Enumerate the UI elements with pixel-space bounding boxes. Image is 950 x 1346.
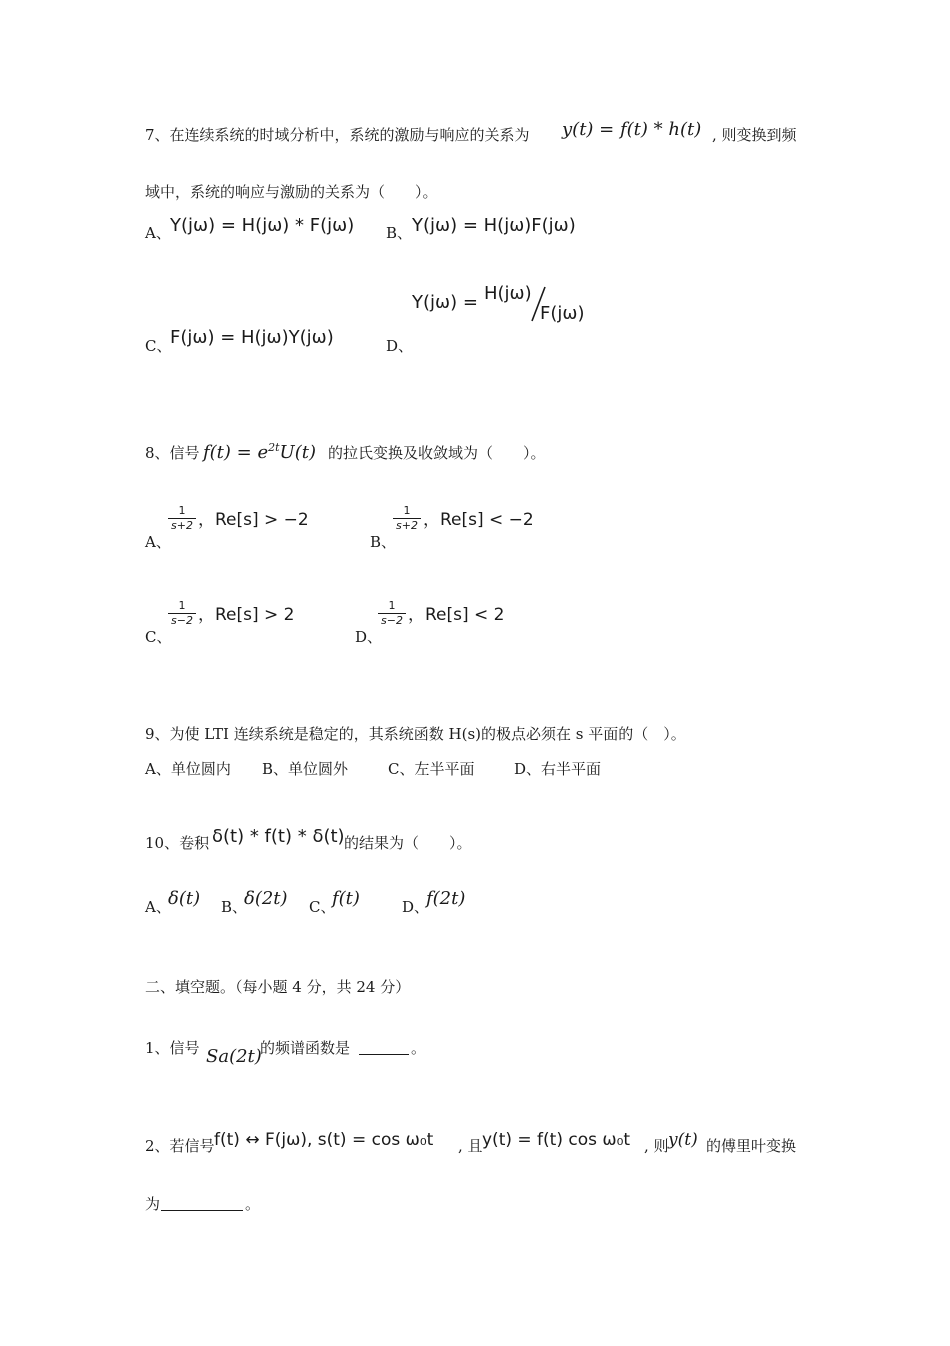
q7-option-c-eq: F(jω) = H(jω)Y(jω) <box>170 327 334 348</box>
q10-option-b-eq: δ(2t) <box>244 888 288 909</box>
f2-equation-2: y(t) = f(t) cos ω₀t <box>482 1130 631 1150</box>
q8-option-a-num: 1 <box>178 504 186 517</box>
q8-option-c-fraction <box>168 600 196 627</box>
q8-option-a-fraction <box>168 505 196 532</box>
f1-equation: Sa(2t) <box>206 1046 262 1067</box>
q9-option-b: B、单位圆外 <box>262 760 349 778</box>
q10-text: 10、卷积 <box>145 834 210 852</box>
q10-option-d-eq: f(2t) <box>426 888 466 909</box>
f2-answer-blank[interactable] <box>161 1196 243 1211</box>
q8-equation <box>203 437 316 464</box>
q8-option-a-cond: ，Re[s] > −2 <box>198 510 309 530</box>
section2-heading: 二、填空题。（每小题 4 分，共 24 分） <box>145 978 411 996</box>
q8-option-b-num: 1 <box>403 504 411 517</box>
f2-text-after: 的傅里叶变换 <box>706 1137 797 1155</box>
q10-option-b-label: B、 <box>221 898 248 916</box>
f2-text: 2、若信号 <box>145 1137 215 1155</box>
q8-option-c-label: C、 <box>145 628 172 646</box>
f2-equation-3: y(t) <box>668 1130 698 1150</box>
f2-mid: , 且 <box>458 1137 483 1155</box>
q8-option-a-label: A、 <box>145 533 171 551</box>
q8-option-d-fraction <box>378 600 406 627</box>
q10-option-c-eq: f(t) <box>332 888 360 909</box>
f1-answer-blank[interactable] <box>359 1040 409 1055</box>
q7-text-after: , 则变换到频 <box>712 126 797 144</box>
q7-option-a-eq: Y(jω) = H(jω) * F(jω) <box>170 215 355 236</box>
q8-eq-base: f(t) = e <box>203 442 269 463</box>
q9-option-c: C、左半平面 <box>388 760 475 778</box>
q7-option-d-denominator: F(jω) <box>540 303 585 324</box>
q8-option-c-den: s−2 <box>171 614 193 627</box>
q7-text-line2: 域中，系统的响应与激励的关系为（ ）。 <box>145 183 438 201</box>
q8-text-after: 的拉氏变换及收敛域为（ ）。 <box>328 444 546 462</box>
q9-text: 9、为使 LTI 连续系统是稳定的，其系统函数 H(s)的极点必须在 s 平面的（ ）。 <box>145 725 686 743</box>
q8-eq-rest: U(t) <box>279 442 316 463</box>
q7-option-d-numerator: H(jω) <box>484 283 532 304</box>
f2-line2: 为 <box>145 1195 161 1213</box>
q7-option-d-lhs: Y(jω) = <box>412 292 478 313</box>
q8-option-d-label: D、 <box>355 628 383 646</box>
q9-option-a: A、单位圆内 <box>145 760 231 778</box>
q8-option-b-cond: ，Re[s] < −2 <box>423 510 534 530</box>
q8-eq-sup: 2t <box>268 441 280 454</box>
q10-equation: δ(t) * f(t) * δ(t) <box>212 826 345 847</box>
q8-option-b-fraction <box>393 505 421 532</box>
q7-option-a-label: A、 <box>145 224 171 242</box>
q8-option-c-cond: ，Re[s] > 2 <box>198 605 295 625</box>
f2-equation-1: f(t) ↔ F(jω), s(t) = cos ω₀t <box>214 1130 434 1150</box>
q7-option-d-label: D、 <box>386 337 414 355</box>
q10-option-d-label: D、 <box>402 898 430 916</box>
q8-option-c-num: 1 <box>178 599 186 612</box>
q8-option-b-label: B、 <box>370 533 397 551</box>
f1-end: 。 <box>411 1039 427 1057</box>
q7-option-b-label: B、 <box>386 224 413 242</box>
f1-text-after: 的频谱函数是 <box>260 1039 351 1057</box>
q7-option-b-eq: Y(jω) = H(jω)F(jω) <box>412 215 576 236</box>
q8-option-b-den: s+2 <box>396 519 418 532</box>
q9-option-d: D、右半平面 <box>514 760 602 778</box>
f2-end: 。 <box>245 1195 261 1213</box>
f2-mid2: , 则 <box>644 1137 669 1155</box>
q10-option-a-label: A、 <box>145 898 171 916</box>
q8-option-d-num: 1 <box>388 599 396 612</box>
q10-text-after: 的结果为（ ）。 <box>344 834 472 852</box>
q8-option-d-den: s−2 <box>381 614 403 627</box>
q10-option-a-eq: δ(t) <box>168 888 201 909</box>
f1-text: 1、信号 <box>145 1039 200 1057</box>
q7-text: 7、在连续系统的时域分析中，系统的激励与响应的关系为 <box>145 126 530 144</box>
q8-text: 8、信号 <box>145 444 200 462</box>
q7-equation: y(t) = f(t) * h(t) <box>562 119 702 140</box>
q10-option-c-label: C、 <box>309 898 336 916</box>
q7-option-c-label: C、 <box>145 337 172 355</box>
q8-option-d-cond: ，Re[s] < 2 <box>408 605 505 625</box>
q8-option-a-den: s+2 <box>171 519 193 532</box>
